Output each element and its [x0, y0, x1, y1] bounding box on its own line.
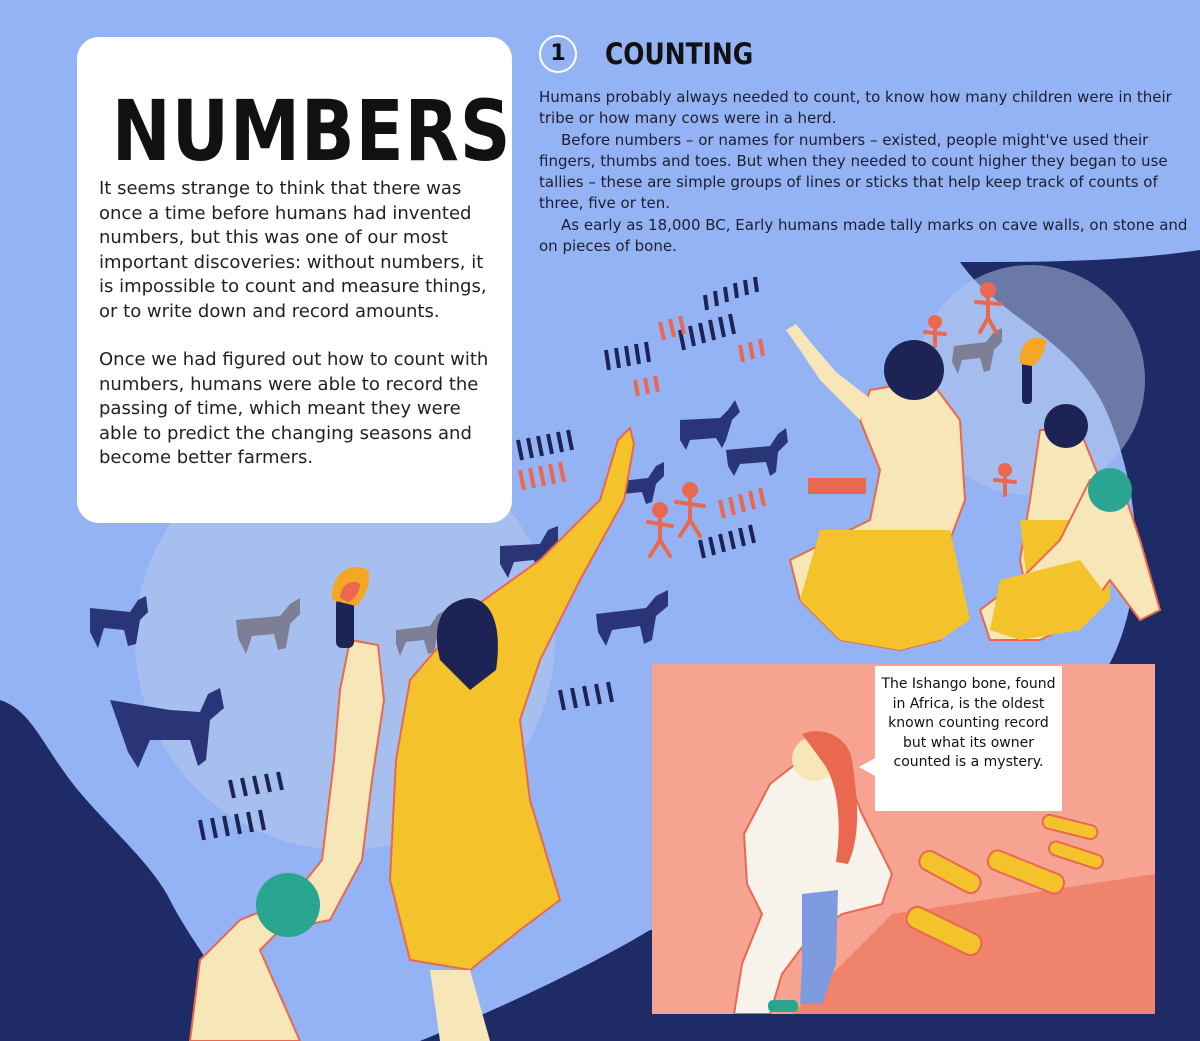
stick-figure — [648, 504, 672, 556]
intro-text — [99, 177, 499, 495]
page-title: NUMBERS — [111, 82, 512, 180]
section-title: COUNTING — [605, 37, 754, 71]
stick-figure — [676, 484, 704, 536]
title-card — [77, 37, 512, 523]
bone-piece — [1047, 840, 1105, 871]
section-paragraph: Humans probably always needed to count, to know how many children were in their tribe or how many cows were in a herd. — [539, 88, 1172, 128]
callout-text: The Ishango bone, found in Africa, is the oldest known counting record but what its owner counted is a mystery. — [881, 676, 1056, 770]
cave-person-painting-man — [786, 324, 970, 650]
intro-paragraph: It seems strange to think that there was once a time before humans had invented numbers, but this was one of our most important discoveries: without numbers, it is impossible to count and measure things, or to write down and record amounts. — [99, 178, 487, 322]
cave-rock-right-base — [1155, 660, 1200, 1041]
intro-paragraph: Once we had figured out how to count with numbers, humans were able to record the passing of time, which meant they were able to predict the changing seasons and become better farmers. — [99, 349, 489, 468]
bone-piece — [1041, 813, 1099, 840]
section-paragraph: Before numbers – or names for numbers – existed, people might've used their fingers, thumbs and toes. But when they needed to count higher they began to use tallies – these are simple groups of lines or sticks that help keep track of counts of three, five or ten. — [539, 130, 1168, 213]
section-paragraph: As early as 18,000 BC, Early humans made tally marks on cave walls, on stone and on pieces of bone. — [539, 215, 1188, 256]
bone-piece — [916, 848, 984, 897]
animal-painting — [726, 428, 788, 476]
animal-painting — [680, 400, 740, 450]
callout-bubble — [875, 666, 1062, 811]
section-number-badge: 1 — [539, 35, 577, 73]
animal-painting — [596, 590, 668, 646]
section-body — [539, 87, 1189, 257]
